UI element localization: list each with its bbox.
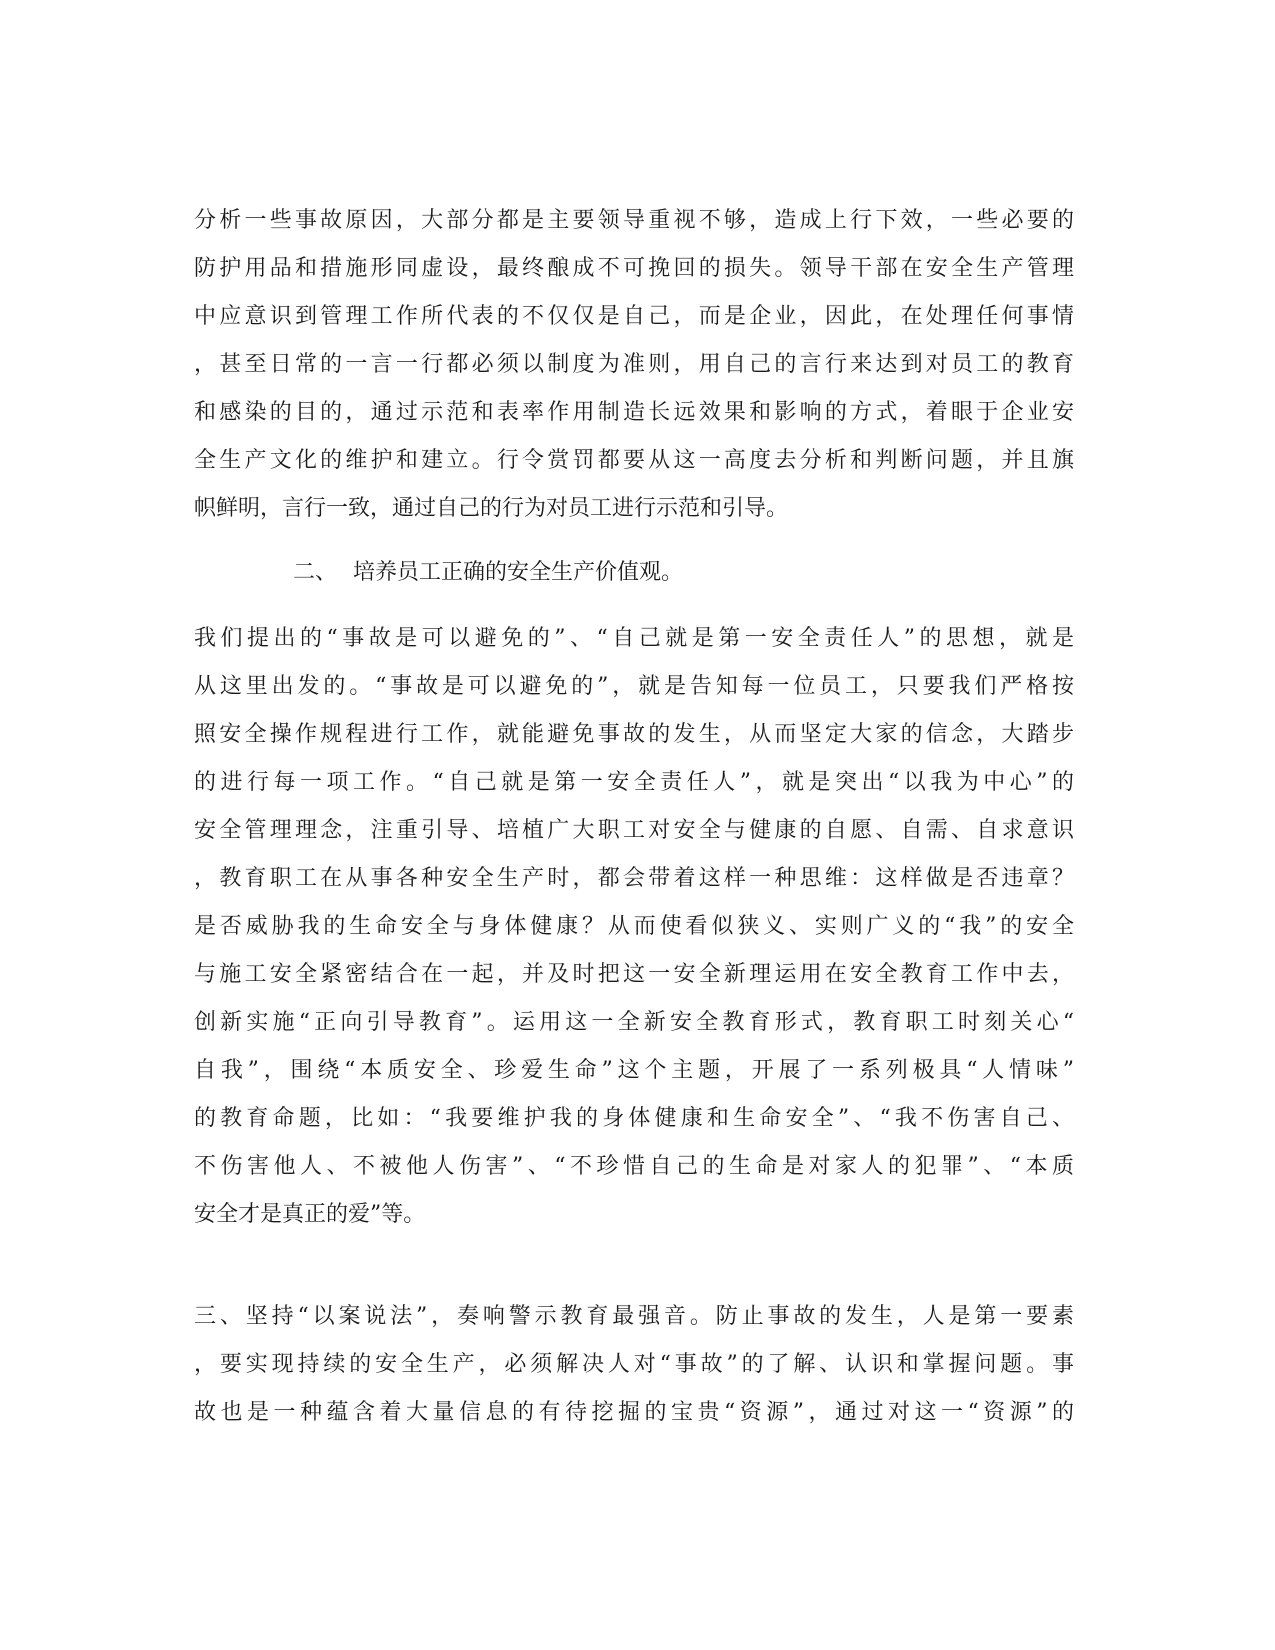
text-line: 和感染的目的，通过示范和表率作用制造长远效果和影响的方式，着眼于企业安	[194, 400, 1074, 425]
text-line: 照安全操作规程进行工作，就能避免事故的发生，从而坚定大家的信念，大踏步	[194, 722, 1074, 747]
text-line: 不伤害他人、不被他人伤害”、“不珍惜自己的生命是对家人的犯罪”、“本质	[194, 1154, 1074, 1179]
text-line: ，要实现持续的安全生产，必须解决人对“事故”的了解、认识和掌握问题。事	[194, 1352, 1074, 1377]
text-line: 是否威胁我的生命安全与身体健康？从而使看似狭义、实则广义的“我”的安全	[194, 914, 1074, 939]
text-line: 防护用品和措施形同虚设，最终酿成不可挽回的损失。领导干部在安全生产管理	[194, 256, 1074, 281]
text-line: 安全管理理念，注重引导、培植广大职工对安全与健康的自愿、自需、自求意识	[194, 818, 1074, 843]
text-line: 自我”，围绕“本质安全、珍爱生命”这个主题，开展了一系列极具“人情味”	[194, 1058, 1074, 1083]
heading-text: 培养员工正确的安全生产价值观。	[353, 560, 684, 585]
text-line: 的教育命题，比如：“我要维护我的身体健康和生命安全”、“我不伤害自己、	[194, 1106, 1074, 1131]
text-line: 与施工安全紧密结合在一起，并及时把这一安全新理运用在安全教育工作中去，	[194, 962, 1074, 987]
paragraph-3	[194, 1293, 1074, 1437]
text-line: 分析一些事故原因，大部分都是主要领导重视不够，造成上行下效，一些必要的	[194, 208, 1074, 233]
text-line: 全生产文化的维护和建立。行令赏罚都要从这一高度去分析和判断问题，并且旗	[194, 448, 1074, 473]
text-line: 故也是一种蕴含着大量信息的有待挖掘的宝贵“资源”，通过对这一“资源”的	[194, 1400, 1074, 1425]
text-line: 我们提出的“事故是可以避免的”、“自己就是第一安全责任人”的思想，就是	[194, 626, 1074, 651]
text-line: ，教育职工在从事各种安全生产时，都会带着这样一种思维：这样做是否违章？	[194, 866, 1074, 891]
text-line: 帜鲜明，言行一致，通过自己的行为对员工进行示范和引导。	[194, 496, 789, 521]
text-line: ，甚至日常的一言一行都必须以制度为准则，用自己的言行来达到对员工的教育	[194, 352, 1074, 377]
text-line: 从这里出发的。“事故是可以避免的”，就是告知每一位员工，只要我们严格按	[194, 674, 1074, 699]
paragraph-2	[194, 615, 1074, 1239]
text-line: 的进行每一项工作。“自己就是第一安全责任人”，就是突出“以我为中心”的	[194, 770, 1074, 795]
text-line: 安全才是真正的爱”等。	[194, 1202, 426, 1227]
section-heading-2	[293, 549, 683, 597]
heading-number: 二、	[293, 560, 338, 585]
text-line: 三、坚持“以案说法”，奏响警示教育最强音。防止事故的发生，人是第一要素	[194, 1304, 1074, 1329]
paragraph-1	[194, 197, 1074, 533]
text-line: 创新实施“正向引导教育”。运用这一全新安全教育形式，教育职工时刻关心“	[194, 1010, 1074, 1035]
text-line: 中应意识到管理工作所代表的不仅仅是自己，而是企业，因此，在处理任何事情	[194, 304, 1074, 329]
